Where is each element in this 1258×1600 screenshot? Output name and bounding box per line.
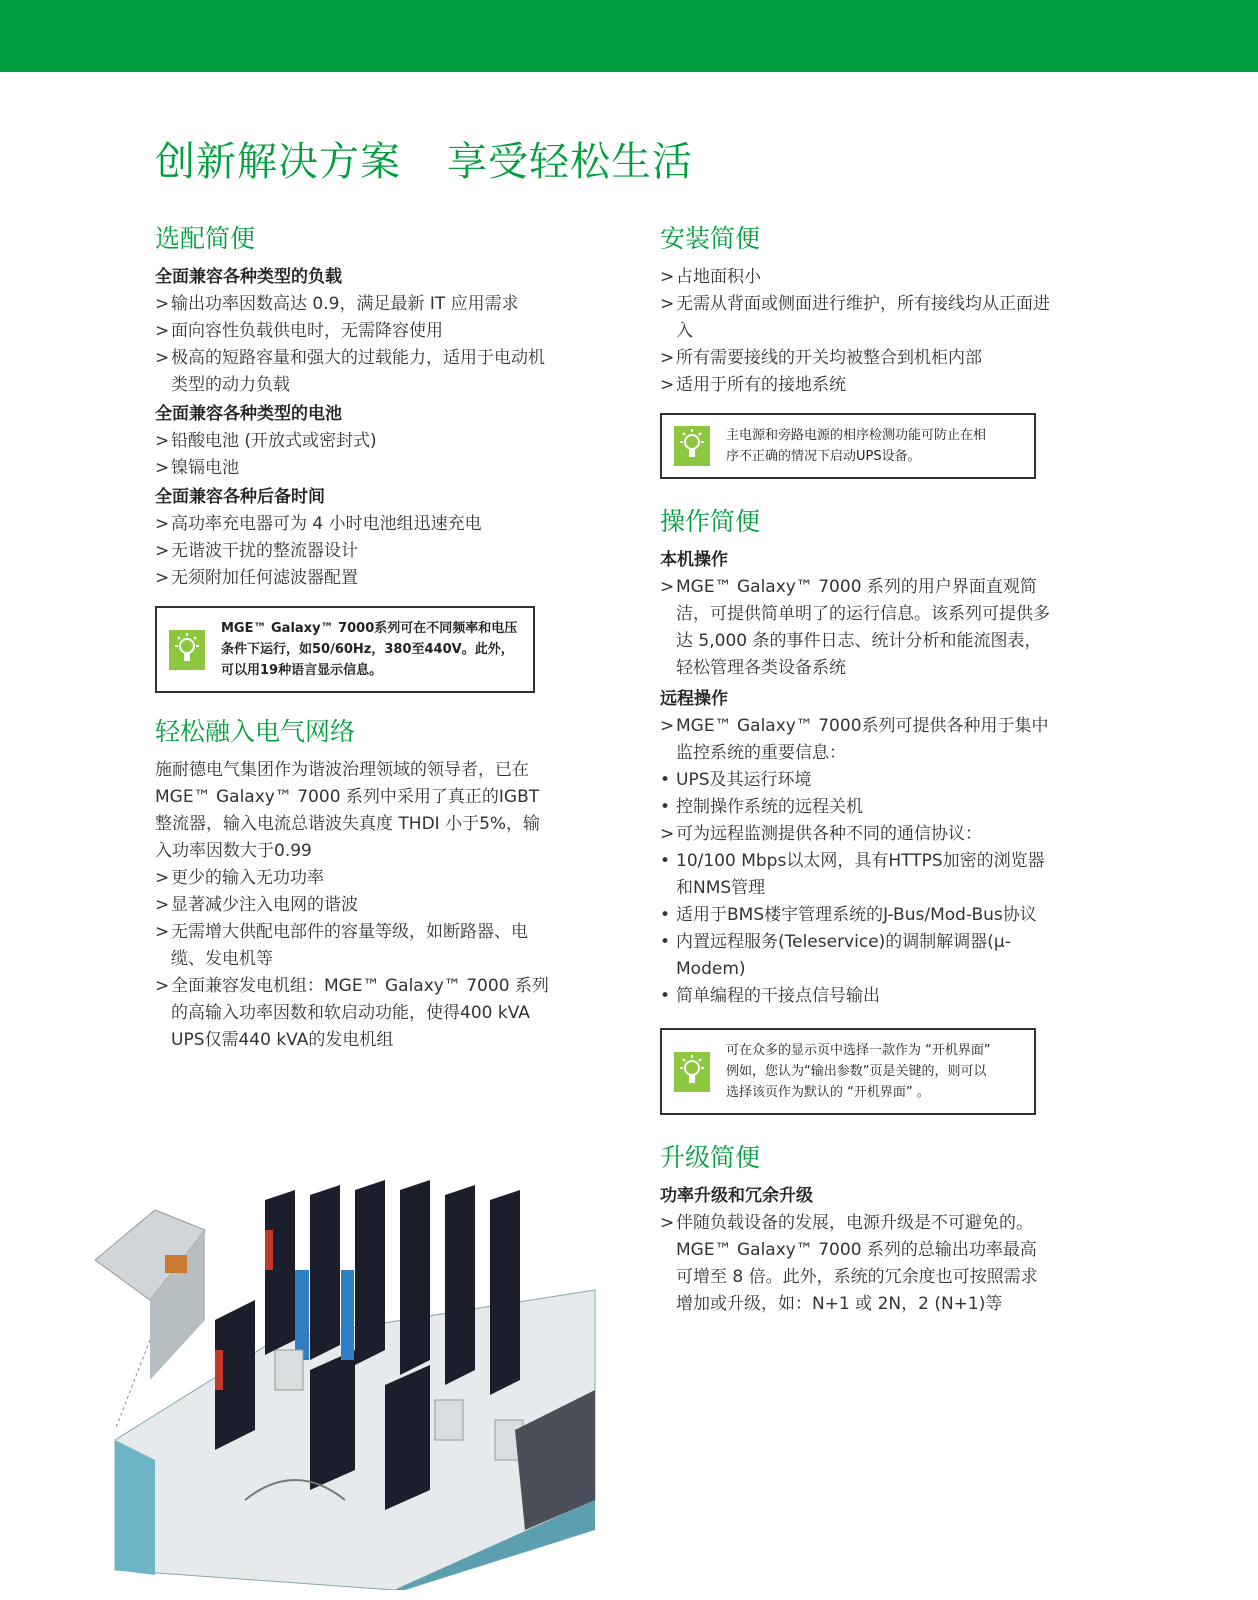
tip-line: 可在众多的显示页中选择一款作为 “开机界面” [726,1043,991,1058]
list-item: > 铅酸电池 (开放式或密封式) [155,431,377,451]
tip-box-selection [155,606,535,693]
sub-heading: 本机操作 [660,550,728,570]
list-item: > 无需增大供配电部件的容量等级，如断路器、电缆、发电机等 [155,922,528,969]
section-title-operation: 操作简便 [660,507,761,536]
list-item: • 内置远程服务(Teleservice)的调制解调器(μ-Modem) [660,932,1011,979]
list-item: > 更少的输入无功功率 [155,868,324,888]
tip-line: 选择该页作为默认的 “开机界面” 。 [726,1085,930,1100]
list-item: > 高功率充电器可为 4 小时电池组迅速充电 [155,514,482,534]
list-item: > 极高的短路容量和强大的过载能力，适用于电动机类型的动力负载 [155,348,545,395]
list-item: > MGE™ Galaxy™ 7000 系列的用户界面直观简洁，可提供简单明了的运行信息。该系列可提供多达 5,000 条的事件日志、统计分析和能流图表，轻松管理各类设备系统 [660,577,1050,678]
sub-heading: 全面兼容各种后备时间 [155,487,325,507]
section-title-grid: 轻松融入电气网络 [155,717,356,746]
tip-box-operation [660,1028,1036,1115]
tip-line: 可以用19种语言显示信息。 [221,663,383,678]
list-item: • 10/100 Mbps以太网，具有HTTPS加密的浏览器和NMS管理 [660,851,1045,898]
tip-box-install [660,413,1036,479]
list-item: > 显著减少注入电网的谐波 [155,895,358,915]
page-title-part1: 创新解决方案 [155,139,401,185]
sub-heading: 远程操作 [660,689,728,709]
list-item: • 简单编程的干接点信号输出 [660,986,880,1006]
top-banner [0,0,1258,72]
list-item: > 占地面积小 [660,267,761,287]
list-item: > 全面兼容发电机组：MGE™ Galaxy™ 7000 系列的高输入功率因数和软启动功能，使得400 kVA UPS仅需440 kVA的发电机组 [155,976,549,1050]
section-title-upgrade: 升级简便 [660,1143,761,1172]
left-column [155,222,555,1054]
grid-paragraph: 施耐德电气集团作为谐波治理领域的领导者，已在 MGE™ Galaxy™ 7000 系列中采用了真正的IGBT整流器，输入电流总谐波失真度 THDI 小于5%，输入功率因数大于0.99 [155,760,541,861]
list-item: > 伴随负载设备的发展，电源升级是不可避免的。MGE™ Galaxy™ 7000 系列的总输出功率最高可增至 8 倍。此外，系统的冗余度也可按照需求增加或升级，如：N+1 或 2N，2 (N+1)等 [660,1213,1038,1314]
list-item: > 面向容性负载供电时，无需降容使用 [155,321,443,341]
tip-line: MGE™ Galaxy™ 7000系列可在不同频率和电压 [221,621,518,636]
sub-heading: 全面兼容各种类型的负载 [155,267,342,287]
list-item: > 所有需要接线的开关均被整合到机柜内部 [660,348,982,368]
list-item: > 适用于所有的接地系统 [660,375,846,395]
list-item: > 可为远程监测提供各种不同的通信协议： [660,824,982,844]
tip-line: 条件下运行，如50/60Hz，380至440V。此外， [221,642,514,657]
tip-line: 序不正确的情况下启动UPS设备。 [726,449,921,464]
lightbulb-icon [674,426,710,466]
data-center-illustration [95,1170,605,1590]
right-column [660,222,1050,1318]
list-item: > 无谐波干扰的整流器设计 [155,541,358,561]
list-item: • UPS及其运行环境 [660,770,812,790]
tip-line: 主电源和旁路电源的相序检测功能可防止在相 [726,428,987,443]
lightbulb-icon [169,630,205,670]
list-item: • 适用于BMS楼宇管理系统的J-Bus/Mod-Bus协议 [660,905,1037,925]
list-item: > 镍镉电池 [155,458,239,478]
list-item: • 控制操作系统的远程关机 [660,797,863,817]
sub-heading: 功率升级和冗余升级 [660,1186,813,1206]
list-item: > MGE™ Galaxy™ 7000系列可提供各种用于集中监控系统的重要信息： [660,716,1049,763]
sub-heading: 全面兼容各种类型的电池 [155,404,342,424]
page-title-part2: 享受轻松生活 [447,139,693,185]
section-title-selection: 选配简便 [155,224,256,253]
page-title [155,130,693,187]
tip-line: 例如，您认为“输出参数”页是关键的，则可以 [726,1064,987,1079]
list-item: > 无须附加任何滤波器配置 [155,568,358,588]
list-item: > 输出功率因数高达 0.9，满足最新 IT 应用需求 [155,294,519,314]
lightbulb-icon [674,1052,710,1092]
list-item: > 无需从背面或侧面进行维护，所有接线均从正面进入 [660,294,1050,341]
section-title-install: 安装简便 [660,224,761,253]
